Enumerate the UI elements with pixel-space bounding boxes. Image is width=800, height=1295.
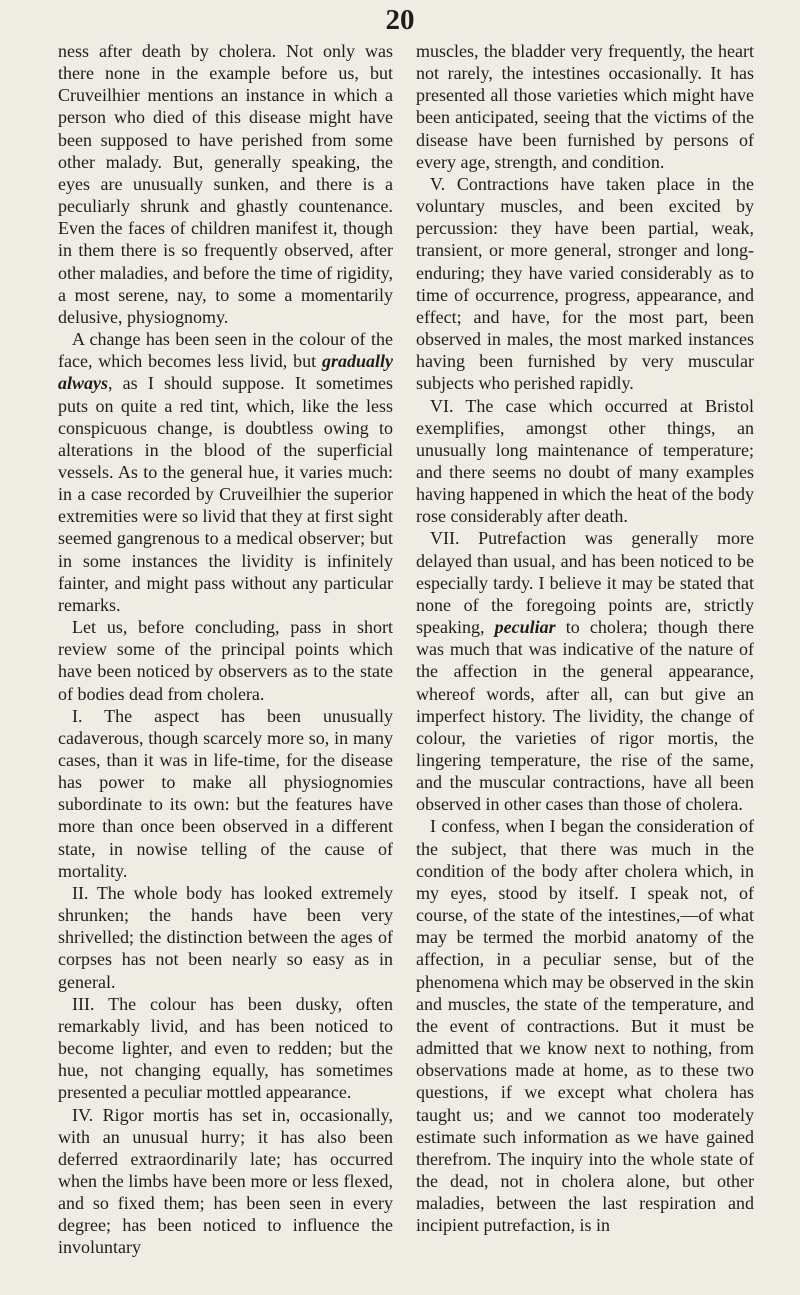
right-column — [416, 40, 754, 1236]
paragraph: IV. Rigor mortis has set in, occasionally, with an unusual hurry; it has also been deferred extraordinarily late; has occurred when the limbs have been more or less flexed, and so fixed them; has been seen in every degree; has been noticed to influence the involuntary — [58, 1104, 393, 1258]
emphasis-text: gradually always — [58, 351, 393, 394]
paragraph-text: A change has been seen in the colour of the face, which becomes less livid, but — [58, 329, 393, 372]
emphasis-text: peculiar — [494, 617, 556, 638]
paragraph: I. The aspect has been unusually cadaverous, though scarcely more so, in many cases, than it was in life-time, for the disease has power to make all physiognomies subordinate to its own: but the features have more than once been observed in a different state, in nowise telling of the cause of mortality. — [58, 705, 393, 881]
paragraph: I confess, when I began the consideration of the subject, that there was much in the condition of the body after cholera which, in my eyes, stood by itself. I speak not, of course, of the state of the intestines,—of what may be termed the morbid anatomy of the affection, in a peculiar sense, but of the phenomena which may be observed in the skin and muscles, the state of the temperature, and the event of contractions. But it must be admitted that we know next to nothing, from observations made at home, as to these two questions, if we except what cholera has taught us; and we cannot too moderately estimate such information as we have gained therefrom. The inquiry into the whole state of the dead, not in cholera alone, but other maladies, between the last respiration and incipient putrefaction, is in — [416, 816, 754, 1236]
paragraph: V. Contractions have taken place in the voluntary muscles, and been excited by percussion: they have been partial, weak, transient, or more general, stronger and long-enduring; they have varied considerably as to time of occurrence, progress, appearance, and effect; and have, for the most part, been observed in males, the most marked instances having been furnished by very muscular subjects who perished rapidly. — [416, 173, 754, 394]
paragraph — [58, 328, 393, 616]
paragraph: Let us, before concluding, pass in short review some of the principal points which have been noticed by observers as to the state of bodies dead from cholera. — [58, 617, 393, 704]
paragraph-text: to cholera; though there was much that was indicative of the nature of the affection in the general appearance, whereof words, after all, can but give an imperfect history. The lividity, the change of colour, the varieties of rigor mortis, the lingering temperature, the rise of the same, and the muscular contractions, have all been observed in other cases than those of cholera. — [416, 617, 754, 815]
left-column — [58, 40, 393, 1259]
paragraph-text: , as I should suppose. It sometimes puts on quite a red tint, which, like the less conspicuous change, is doubtless owing to alterations in the blood of the superficial vessels. As to the general hue, it varies much: in a case recorded by Cruveilhier the superior extremities were so livid that they at first sight seemed gangrenous to a medical observer; but in some instances the lividity is infinitely fainter, and might pass without any particular remarks. — [58, 373, 393, 615]
paragraph: II. The whole body has looked extremely shrunken; the hands have been very shrivelled; the distinction between the ages of corpses has not been nearly so easy as in general. — [58, 882, 393, 992]
paragraph: muscles, the bladder very frequently, the heart not rarely, the intestines occasionally. It has presented all those varieties which might have been anticipated, seeing that the victims of the disease have been furnished by persons of every age, strength, and condition. — [416, 41, 754, 172]
paragraph: III. The colour has been dusky, often remarkably livid, and has been noticed to become lighter, and even to redden; but the hue, not changing equally, has sometimes presented a peculiar mottled appearance. — [58, 993, 393, 1103]
paragraph-text: VII. Putrefaction was generally more delayed than usual, and has been noticed to be especially tardy. I believe it may be stated that none of the foregoing points are, strictly speaking, — [416, 528, 754, 638]
paragraph: ness after death by cholera. Not only was there none in the example before us, but Cruveilhier mentions an instance in which a person who died of this disease might have been supposed to have perished from some other malady. But, generally speaking, the eyes are unusually sunken, and there is a peculiarly shrunk and ghastly countenance. Even the faces of children manifest it, though in them there is so frequently observed, after other maladies, and before the time of rigidity, a most serene, nay, to some a momentarily delusive, physiognomy. — [58, 41, 393, 327]
page-number: 20 — [385, 4, 415, 36]
paragraph — [416, 527, 754, 815]
paragraph: VI. The case which occurred at Bristol exemplifies, amongst other things, an unusually long maintenance of temperature; and there seems no doubt of many examples having happened in which the heat of the body rose considerably after death. — [416, 395, 754, 527]
